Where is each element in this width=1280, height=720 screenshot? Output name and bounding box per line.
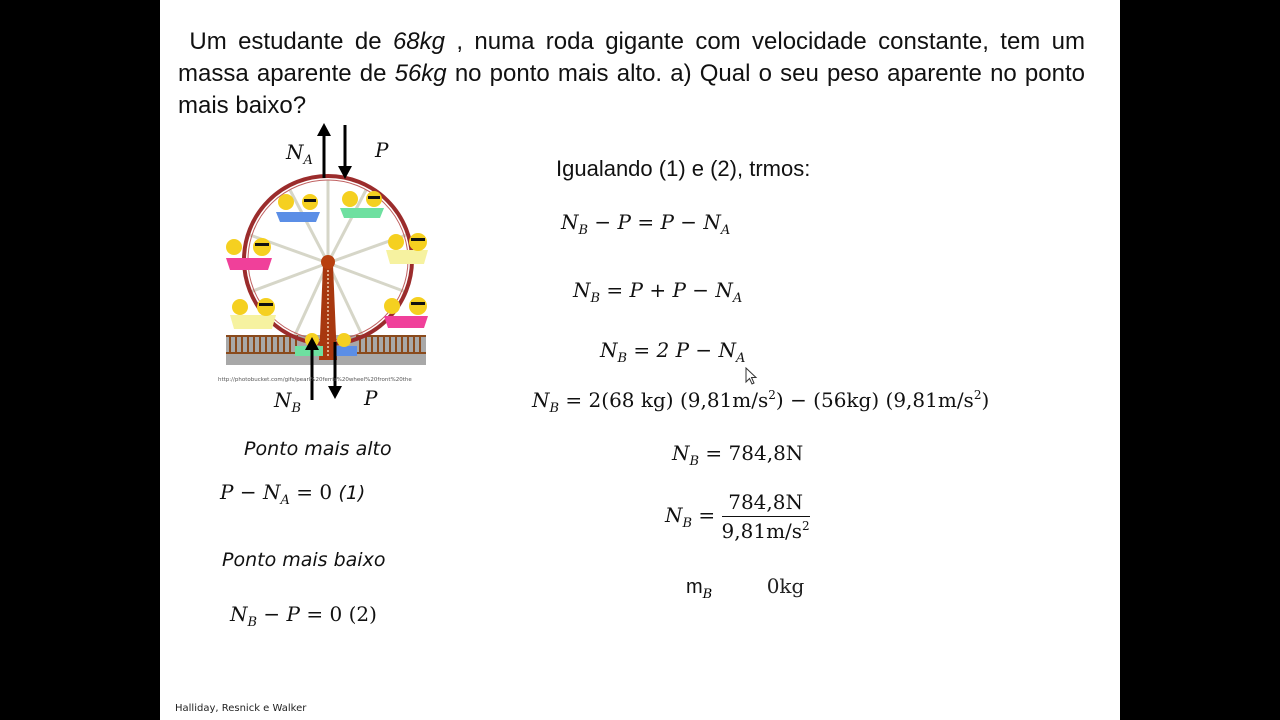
label-normal-bottom: $N_B$ bbox=[274, 388, 302, 416]
fraction bbox=[722, 490, 810, 543]
problem-text-1: Um estudante de bbox=[189, 28, 393, 55]
problem-mass-2: 56kg bbox=[394, 60, 447, 87]
problem-text-2: , numa roda gigante com velocidade constante, tem um massa aparente de bbox=[178, 28, 1085, 87]
label-weight-bottom: P bbox=[364, 386, 378, 410]
problem-text-3: no ponto mais alto. a) Qual o seu peso aparente no ponto mais baixo? bbox=[178, 60, 1085, 119]
derivation-step-4: $N_B = 2(68$ kg) $(9,81m/s^2) - (56kg)$ $(9,81m/s^2)$ bbox=[532, 388, 990, 416]
image-credit: http://photobucket.com/gifs/pearl%20ferris%20wheel%20front%20the bbox=[218, 377, 412, 383]
equation-2: $N_B - P = 0$ (2) bbox=[230, 602, 377, 630]
heading-top-point: Ponto mais alto bbox=[244, 438, 392, 460]
derivation-intro: Igualando (1) e (2), trmos: bbox=[556, 156, 811, 181]
slide bbox=[160, 0, 1120, 720]
heading-bottom-point: Ponto mais baixo bbox=[222, 549, 386, 571]
derivation-step-5: $N_B = 784,8N$ bbox=[672, 441, 804, 469]
derivation-step-1: $N_B - P = P - N_A$ bbox=[561, 210, 731, 238]
force-arrow-weight-top bbox=[338, 125, 352, 179]
problem-mass-1: 68kg bbox=[392, 28, 445, 55]
partial-result: 0kg bbox=[766, 574, 805, 598]
hub bbox=[321, 255, 335, 269]
label-weight-top: P bbox=[375, 138, 389, 162]
mouse-cursor-icon bbox=[745, 367, 759, 387]
problem-statement bbox=[178, 26, 1085, 122]
label-normal-top: $N_A$ bbox=[286, 140, 313, 168]
derivation-step-7: $m_B$ 0kg bbox=[686, 574, 805, 602]
derivation-step-2: $N_B = P + P - N_A$ bbox=[573, 278, 743, 306]
derivation-step-6: $N_B$ = $\frac{784,8N}{9,81m/s^2}$ bbox=[665, 490, 810, 543]
force-arrow-normal-top bbox=[317, 123, 331, 178]
footer-credit: Halliday, Resnick e Walker bbox=[175, 703, 307, 714]
fraction-denominator: $9,81m/s^2$ bbox=[721, 519, 810, 543]
fraction-numerator: 784,8N bbox=[722, 490, 810, 517]
force-arrow-normal-bottom bbox=[305, 337, 319, 400]
equation-1: $P - N_A = 0$ (1) bbox=[220, 480, 366, 508]
derivation-step-3: $N_B = 2$ $P - N_A$ bbox=[600, 338, 746, 366]
ferris-wheel-figure bbox=[220, 120, 440, 400]
